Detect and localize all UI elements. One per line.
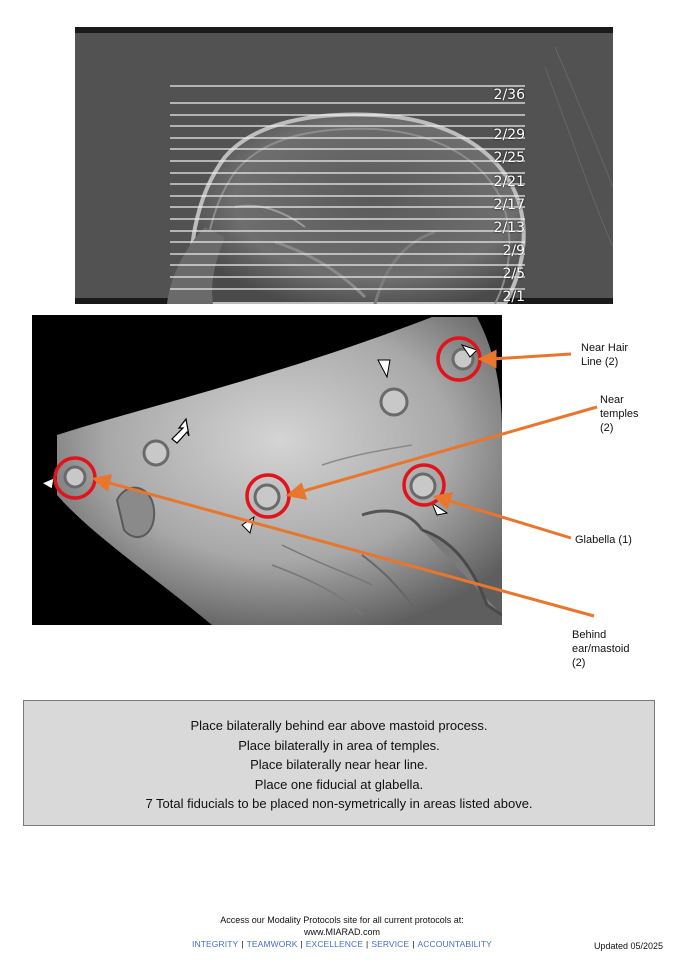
callout-line: Near Hair [581, 342, 629, 354]
callout-mastoid [572, 628, 629, 670]
temple-arrow [300, 407, 597, 492]
callout-line: ear/mastoid [572, 643, 630, 655]
slice-label: 2/17 [493, 197, 525, 213]
instruction-line: Place one fiducial at glabella. [254, 776, 424, 792]
value-item: EXCELLENCE [305, 939, 363, 949]
value-separator: | [300, 939, 303, 949]
slice-label: 2/1 [502, 289, 525, 304]
callout-line: Near [600, 394, 624, 406]
value-separator: | [241, 939, 244, 949]
footer-website-link[interactable]: www.MIARAD.com [303, 927, 380, 937]
value-separator: | [366, 939, 369, 949]
slice-label: 2/25 [493, 150, 525, 166]
slice-label: 2/9 [502, 243, 525, 259]
value-item: TEAMWORK [246, 939, 298, 949]
hairline-circle [438, 338, 480, 380]
instruction-line: Place bilaterally behind ear above mastoid process. [190, 718, 488, 733]
hairline-arrow [492, 354, 571, 359]
value-item: SERVICE [371, 939, 410, 949]
instruction-box [23, 700, 655, 826]
callout-temples [600, 393, 639, 435]
callout-glabella [575, 533, 632, 547]
value-item: ACCOUNTABILITY [417, 939, 492, 949]
slice-label: 2/13 [493, 220, 525, 236]
slice-label: 2/36 [493, 87, 525, 103]
temple-circle [247, 475, 289, 517]
mastoid-arrow [106, 482, 594, 616]
instruction-line: Place bilaterally near hear line. [250, 757, 428, 772]
mastoid-circle [55, 458, 95, 498]
footer-values [0, 938, 684, 950]
callout-line: (2) [600, 422, 614, 434]
callout-hairline [581, 341, 628, 369]
value-item: INTEGRITY [192, 939, 239, 949]
callout-line: (2) [572, 657, 586, 669]
callout-line: Line (2) [581, 356, 619, 368]
glabella-arrow [446, 500, 571, 538]
slice-label: 2/5 [502, 266, 525, 282]
slice-label: 2/21 [493, 174, 525, 190]
value-separator: | [412, 939, 415, 949]
slice-label: 2/29 [493, 127, 525, 143]
instruction-line: Place bilaterally in area of temples. [238, 737, 440, 753]
footer-protocols-text: Access our Modality Protocols site for all current protocols at: [220, 915, 464, 925]
callout-line: Behind [572, 629, 607, 641]
footer [0, 914, 684, 950]
callout-line: Glabella (1) [575, 534, 632, 546]
updated-date: Updated 05/2025 [593, 941, 663, 951]
instruction-line: 7 Total fiducials to be placed non-symetrically in areas listed above. [145, 796, 533, 811]
callout-line: temples [600, 408, 639, 420]
